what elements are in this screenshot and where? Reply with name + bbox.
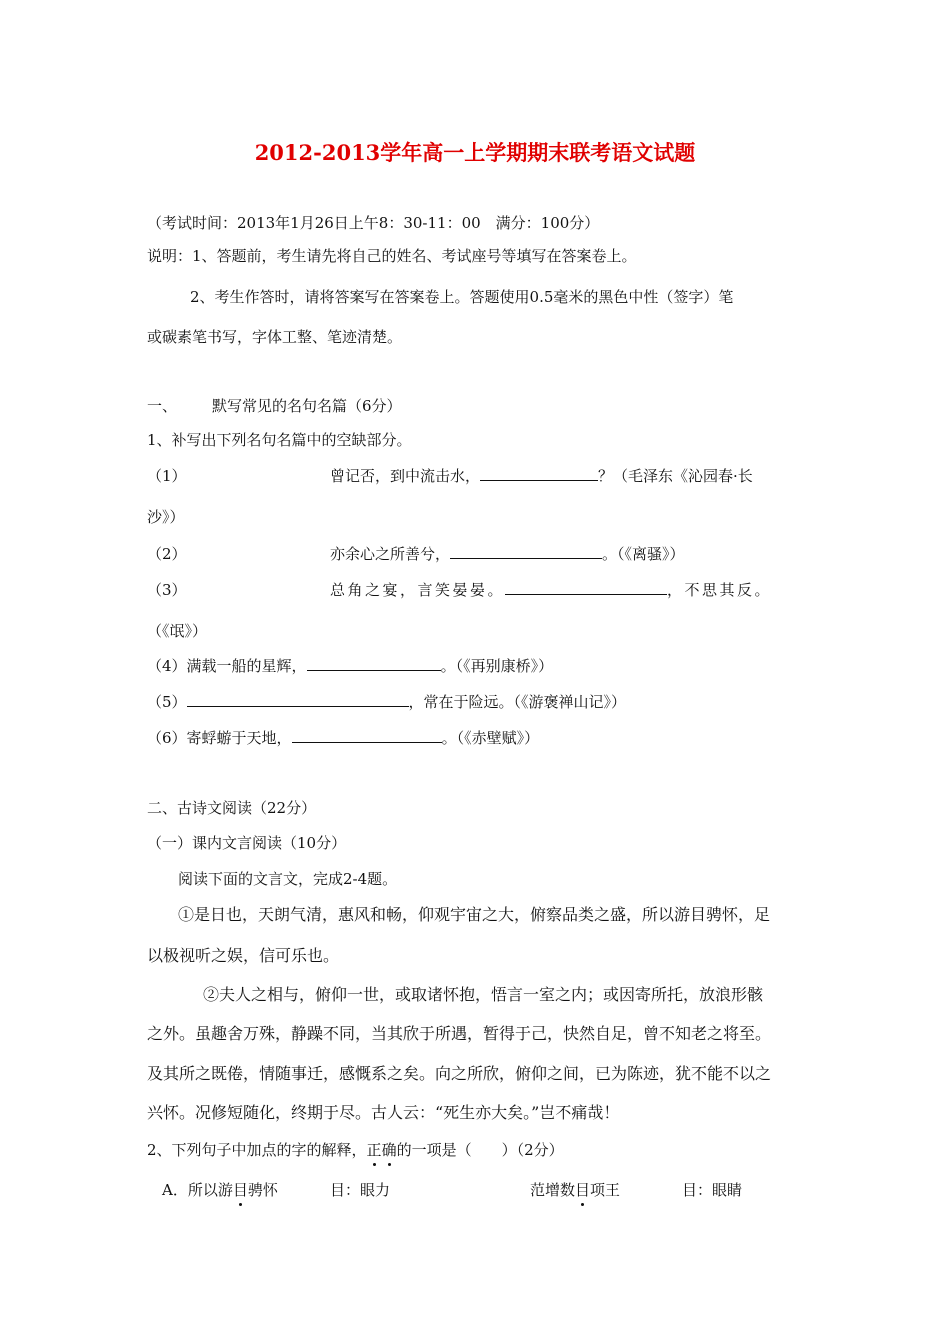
section2-sub1: （一）课内文言阅读（10分） <box>147 834 347 852</box>
question-2: 2、下列句子中加点的字的解释，正确的一项是（ ）（2分） <box>147 1141 564 1159</box>
emphasis-dot-char: 目 <box>575 1181 591 1199</box>
note-2b: 或碳素笔书写，字体工整、笔迹清楚。 <box>147 328 403 346</box>
passage-para1b: 以极视听之娱，信可乐也。 <box>147 946 340 965</box>
section1-number: 一、 <box>147 397 178 415</box>
option-a-part2: 范增数目项王 <box>530 1181 621 1199</box>
item-3-number: （3） <box>147 581 187 599</box>
passage-para1a: ①是日也，天朗气清，惠风和畅，仰观宇宙之大，俯察品类之盛，所以游目骋怀，足 <box>178 905 771 924</box>
answer-blank[interactable] <box>187 692 409 707</box>
answer-blank[interactable] <box>292 728 442 743</box>
item-2-number: （2） <box>147 545 187 563</box>
answer-blank[interactable] <box>480 466 598 481</box>
option-a-part1: A．所以游目骋怀 <box>162 1181 278 1199</box>
item-1-text: 曾记否，到中流击水， ？（毛泽东《沁园春·长 <box>330 467 753 485</box>
note-1: 说明：1、答题前，考生请先将自己的姓名、考试座号等填写在答案卷上。 <box>147 247 637 265</box>
item-3-cont: （《氓》） <box>147 622 208 640</box>
passage-para2a: ②夫人之相与，俯仰一世，或取诸怀抱，悟言一室之内；或因寄所托，放浪形骸 <box>203 985 764 1004</box>
passage-para2d: 兴怀。况修短随化，终期于尽。古人云：“死生亦大矣。”岂不痛哉！ <box>147 1103 620 1122</box>
answer-blank[interactable] <box>505 580 667 595</box>
option-a-gloss2: 目：眼睛 <box>682 1181 743 1199</box>
note-2a: 2、考生作答时，请将答案写在答案卷上。答题使用0.5毫米的黑色中性（签字）笔 <box>190 288 734 306</box>
question-1: 1、补写出下列名句名篇中的空缺部分。 <box>147 431 412 449</box>
item-1-number: （1） <box>147 467 187 485</box>
section1-title: 默写常见的名句名篇（6分） <box>212 397 402 415</box>
item-2-text: 亦余心之所善兮， 。（《离骚》） <box>330 545 685 563</box>
emphasis-dot-char: 正 <box>366 1141 382 1159</box>
option-a-gloss1: 目：眼力 <box>330 1181 391 1199</box>
item-3-text: 总角之宴，言笑晏晏。 ，不思其反。 <box>330 581 773 599</box>
item-6: （6）寄蜉蝣于天地， 。（《赤壁赋》） <box>147 729 540 747</box>
emphasis-dot-char: 确 <box>381 1141 397 1159</box>
passage-para2c: 及其所之既倦，情随事迁，感慨系之矣。向之所欣，俯仰之间，已为陈迹，犹不能不以之 <box>147 1064 772 1083</box>
exam-title: 2012-2013学年高一上学期期末联考语文试题 <box>254 140 696 165</box>
exam-info: （考试时间：2013年1月26日上午8：30-11：00 满分：100分） <box>147 214 600 232</box>
item-4: （4）满载一船的星辉， 。（《再别康桥》） <box>147 657 554 675</box>
emphasis-dot-char: 目 <box>232 1181 248 1199</box>
passage-para2b: 之外。虽趣舍万殊，静躁不同，当其欣于所遇，暂得于己，快然自足，曾不知老之将至。 <box>147 1024 772 1043</box>
item-1-cont: 沙》） <box>147 508 185 526</box>
reading-instruction: 阅读下面的文言文，完成2-4题。 <box>178 870 398 888</box>
section2-title: 二、古诗文阅读（22分） <box>147 799 317 817</box>
item-5: （5） ，常在于险远。（《游褒禅山记》） <box>147 693 627 711</box>
answer-blank[interactable] <box>307 656 441 671</box>
answer-blank[interactable] <box>450 544 602 559</box>
